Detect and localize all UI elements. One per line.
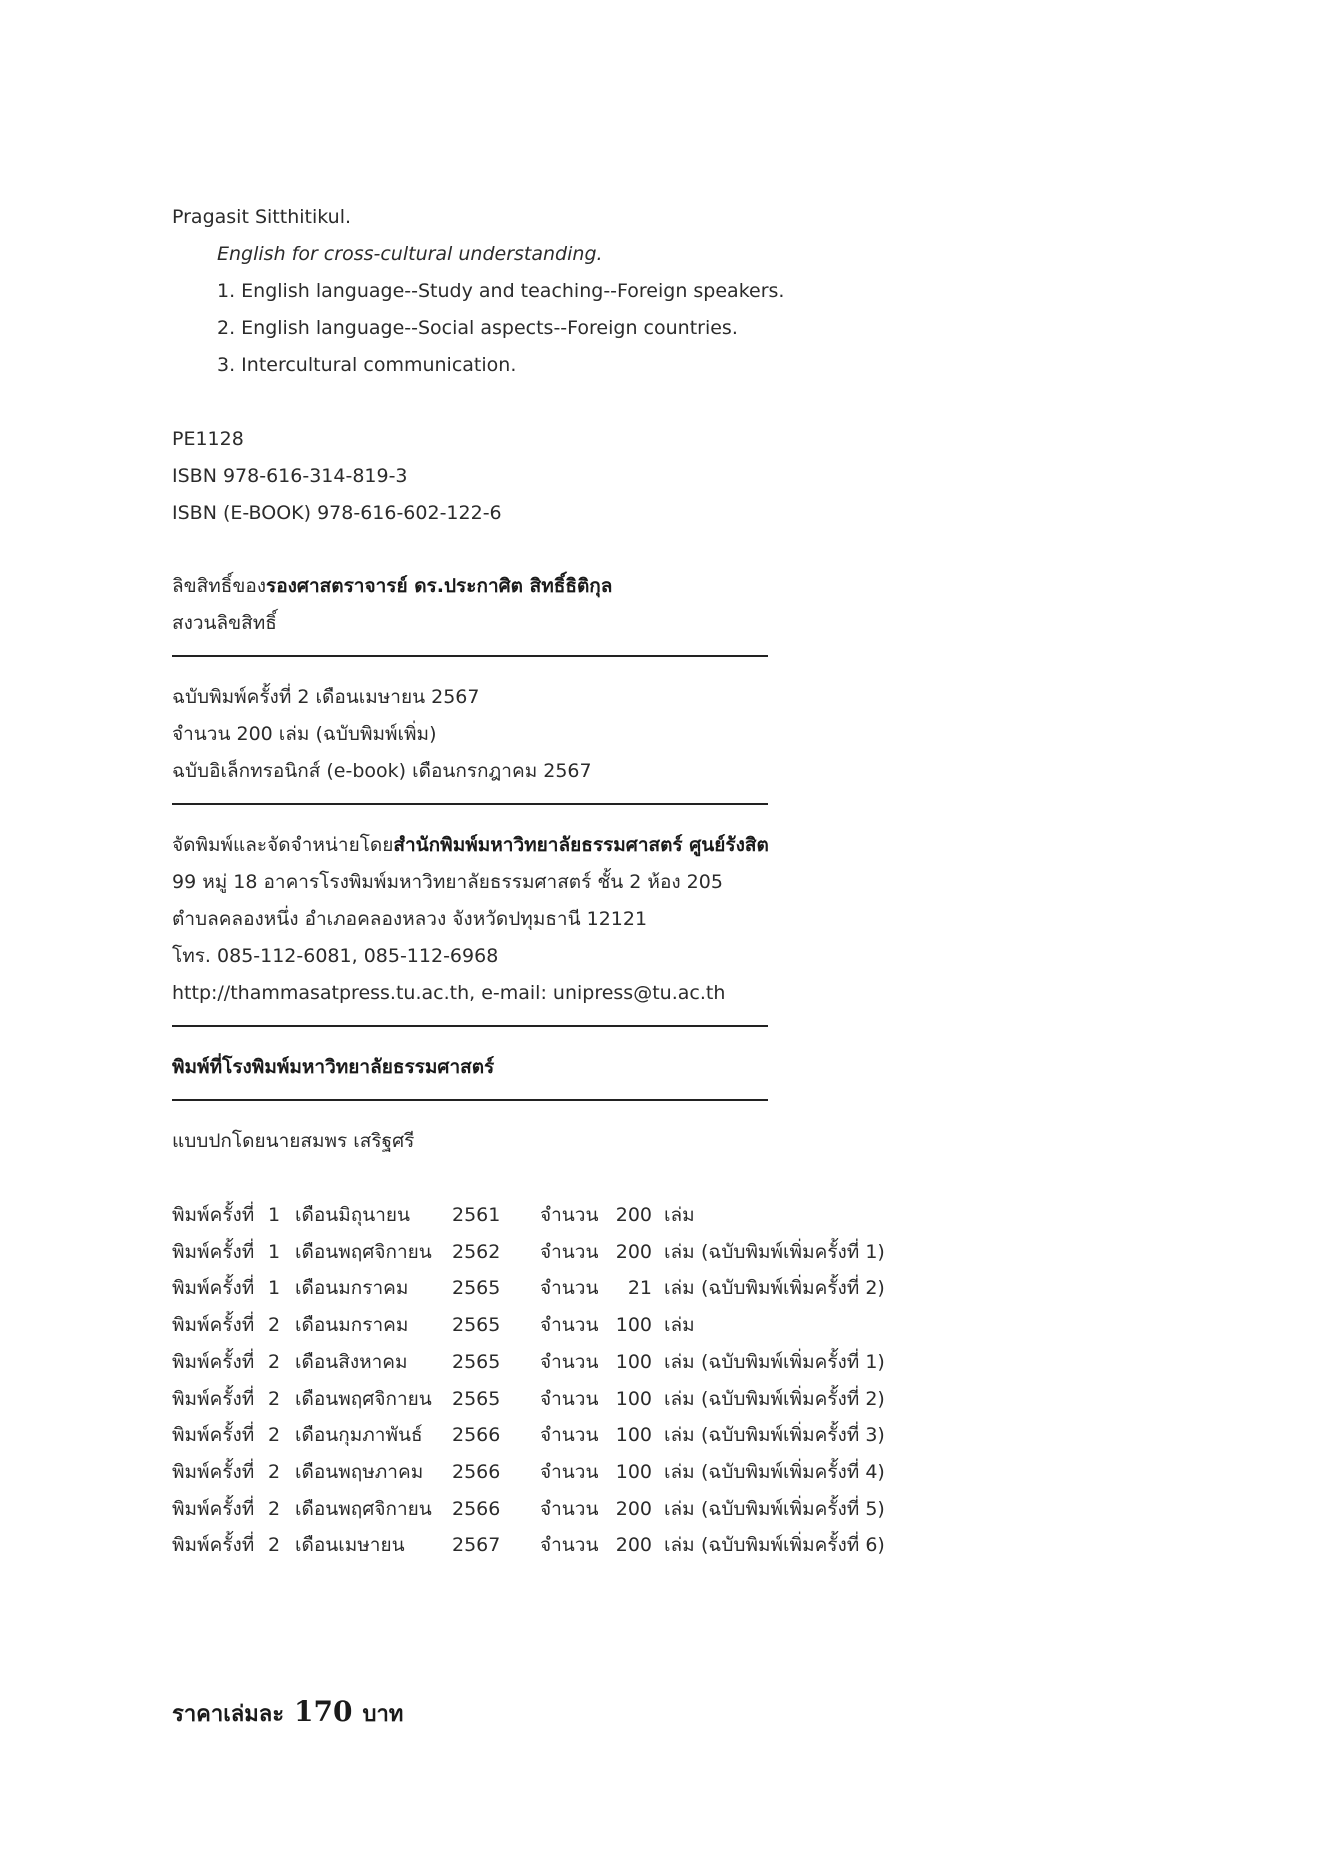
row-edition: 1 [268, 1277, 281, 1300]
row-month: เดือนพฤศจิกายน [295, 1240, 432, 1263]
row-quantity: 100 [615, 1350, 652, 1373]
call-number: PE1128 [172, 428, 244, 450]
row-label: พิมพ์ครั้งที่ [172, 1277, 255, 1300]
subject-heading-1: 1. English language--Study and teaching--Foreign speakers. [217, 280, 785, 302]
printer-prefix: พิมพ์ที่ [172, 1056, 223, 1078]
row-year: 2565 [452, 1387, 501, 1410]
price-line [172, 1695, 403, 1732]
row-quantity-label: จำนวน [540, 1424, 599, 1447]
row-label: พิมพ์ครั้งที่ [172, 1497, 255, 1520]
row-note: (ฉบับพิมพ์เพิ่มครั้งที่ 1) [701, 1350, 885, 1373]
row-year: 2561 [452, 1204, 501, 1226]
row-edition: 2 [268, 1314, 281, 1337]
row-quantity-label: จำนวน [540, 1534, 599, 1557]
row-unit: เล่ม [664, 1387, 695, 1410]
row-edition: 1 [268, 1240, 281, 1263]
row-month: เดือนมกราคม [295, 1314, 409, 1337]
row-year: 2565 [452, 1277, 501, 1300]
row-month: เดือนสิงหาคม [295, 1350, 408, 1373]
edition-line-1: ฉบับพิมพ์ครั้งที่ 2 เดือนเมษายน 2567 [172, 686, 480, 708]
printer-line [172, 1055, 494, 1079]
row-month: เดือนเมษายน [295, 1534, 405, 1557]
book-title: English for cross-cultural understanding. [217, 243, 603, 265]
row-note: (ฉบับพิมพ์เพิ่มครั้งที่ 1) [701, 1240, 885, 1263]
row-month: เดือนพฤศจิกายน [295, 1497, 432, 1520]
divider [172, 1025, 768, 1027]
row-unit: เล่ม [664, 1460, 695, 1483]
row-label: พิมพ์ครั้งที่ [172, 1534, 255, 1557]
row-unit: เล่ม [664, 1314, 695, 1337]
publisher-prefix: จัดพิมพ์และจัดจำหน่ายโดย [172, 834, 394, 856]
row-year: 2562 [452, 1240, 501, 1263]
row-quantity: 100 [615, 1460, 652, 1483]
row-year: 2566 [452, 1497, 501, 1520]
row-month: เดือนมิถุนายน [295, 1204, 411, 1226]
row-quantity-label: จำนวน [540, 1497, 599, 1520]
row-year: 2565 [452, 1314, 501, 1337]
price-amount: 170 [294, 1695, 353, 1728]
row-note: (ฉบับพิมพ์เพิ่มครั้งที่ 2) [701, 1277, 885, 1300]
row-quantity: 200 [615, 1497, 652, 1520]
row-unit: เล่ม [664, 1534, 695, 1557]
divider [172, 655, 768, 657]
row-edition: 2 [268, 1424, 281, 1447]
copyright-line [172, 574, 612, 598]
row-quantity-label: จำนวน [540, 1387, 599, 1410]
publisher-address-1: 99 หมู่ 18 อาคารโรงพิมพ์มหาวิทยาลัยธรรมศาสตร์ ชั้น 2 ห้อง 205 [172, 871, 723, 893]
row-edition: 2 [268, 1460, 281, 1483]
row-edition: 1 [268, 1204, 281, 1226]
row-quantity: 200 [615, 1240, 652, 1263]
row-label: พิมพ์ครั้งที่ [172, 1314, 255, 1337]
row-quantity: 200 [615, 1204, 652, 1226]
row-quantity-label: จำนวน [540, 1350, 599, 1373]
subject-heading-3: 3. Intercultural communication. [217, 354, 517, 376]
row-year: 2566 [452, 1460, 501, 1483]
row-month: เดือนกุมภาพันธ์ [295, 1424, 423, 1447]
row-unit: เล่ม [664, 1424, 695, 1447]
row-label: พิมพ์ครั้งที่ [172, 1424, 255, 1447]
edition-line-3: ฉบับอิเล็กทรอนิกส์ (e-book) เดือนกรกฎาคม 2567 [172, 760, 592, 782]
author-line: Pragasit Sitthitikul. [172, 206, 352, 228]
row-note: (ฉบับพิมพ์เพิ่มครั้งที่ 6) [701, 1534, 885, 1557]
row-edition: 2 [268, 1534, 281, 1557]
row-unit: เล่ม [664, 1497, 695, 1520]
row-note: (ฉบับพิมพ์เพิ่มครั้งที่ 2) [701, 1387, 885, 1410]
row-quantity: 200 [615, 1534, 652, 1557]
printer-name: โรงพิมพ์มหาวิทยาลัยธรรมศาสตร์ [222, 1056, 495, 1078]
publisher-address-2: ตำบลคลองหนึ่ง อำเภอคลองหลวง จังหวัดปทุมธานี 12121 [172, 908, 648, 930]
row-month: เดือนมกราคม [295, 1277, 409, 1300]
copyright-prefix: ลิขสิทธิ์ของ [172, 575, 267, 597]
price-label: ราคาเล่มละ [172, 1702, 285, 1727]
row-month: เดือนพฤษภาคม [295, 1460, 424, 1483]
row-unit: เล่ม [664, 1240, 695, 1263]
row-year: 2567 [452, 1534, 501, 1557]
row-label: พิมพ์ครั้งที่ [172, 1460, 255, 1483]
row-quantity: 100 [615, 1314, 652, 1337]
row-quantity: 100 [615, 1387, 652, 1410]
row-quantity-label: จำนวน [540, 1240, 599, 1263]
publisher-name: สำนักพิมพ์มหาวิทยาลัยธรรมศาสตร์ ศูนย์รังสิต [393, 834, 769, 856]
row-year: 2566 [452, 1424, 501, 1447]
row-quantity-label: จำนวน [540, 1314, 599, 1337]
row-label: พิมพ์ครั้งที่ [172, 1387, 255, 1410]
divider [172, 803, 768, 805]
row-unit: เล่ม [664, 1277, 695, 1300]
row-note: (ฉบับพิมพ์เพิ่มครั้งที่ 3) [701, 1424, 885, 1447]
row-year: 2565 [452, 1350, 501, 1373]
row-label: พิมพ์ครั้งที่ [172, 1240, 255, 1263]
publisher-phone: โทร. 085-112-6081, 085-112-6968 [172, 945, 499, 967]
row-unit: เล่ม [664, 1204, 695, 1226]
publisher-line [172, 833, 769, 857]
row-quantity: 21 [627, 1277, 652, 1300]
row-label: พิมพ์ครั้งที่ [172, 1204, 255, 1226]
row-edition: 2 [268, 1350, 281, 1373]
row-quantity-label: จำนวน [540, 1277, 599, 1300]
row-label: พิมพ์ครั้งที่ [172, 1350, 255, 1373]
cover-design: แบบปกโดยนายสมพร เสริฐศรี [172, 1130, 415, 1152]
publisher-web: http://thammasatpress.tu.ac.th, e-mail: unipress@tu.ac.th [172, 982, 726, 1004]
subject-heading-2: 2. English language--Social aspects--Foreign countries. [217, 317, 738, 339]
row-month: เดือนพฤศจิกายน [295, 1387, 432, 1410]
divider [172, 1099, 768, 1101]
row-edition: 2 [268, 1387, 281, 1410]
row-quantity-label: จำนวน [540, 1460, 599, 1483]
row-unit: เล่ม [664, 1350, 695, 1373]
isbn-ebook: ISBN (E-BOOK) 978-616-602-122-6 [172, 502, 502, 524]
copyright-holder: รองศาสตราจารย์ ดร.ประกาศิต สิทธิ์ธิติกุล [266, 575, 613, 597]
row-note: (ฉบับพิมพ์เพิ่มครั้งที่ 4) [701, 1460, 885, 1483]
edition-line-2: จำนวน 200 เล่ม (ฉบับพิมพ์เพิ่ม) [172, 723, 437, 745]
row-quantity: 100 [615, 1424, 652, 1447]
isbn: ISBN 978-616-314-819-3 [172, 465, 408, 487]
row-edition: 2 [268, 1497, 281, 1520]
price-currency: บาท [362, 1702, 404, 1727]
row-quantity-label: จำนวน [540, 1204, 599, 1226]
rights-reserved: สงวนลิขสิทธิ์ [172, 612, 277, 634]
row-note: (ฉบับพิมพ์เพิ่มครั้งที่ 5) [701, 1497, 885, 1520]
